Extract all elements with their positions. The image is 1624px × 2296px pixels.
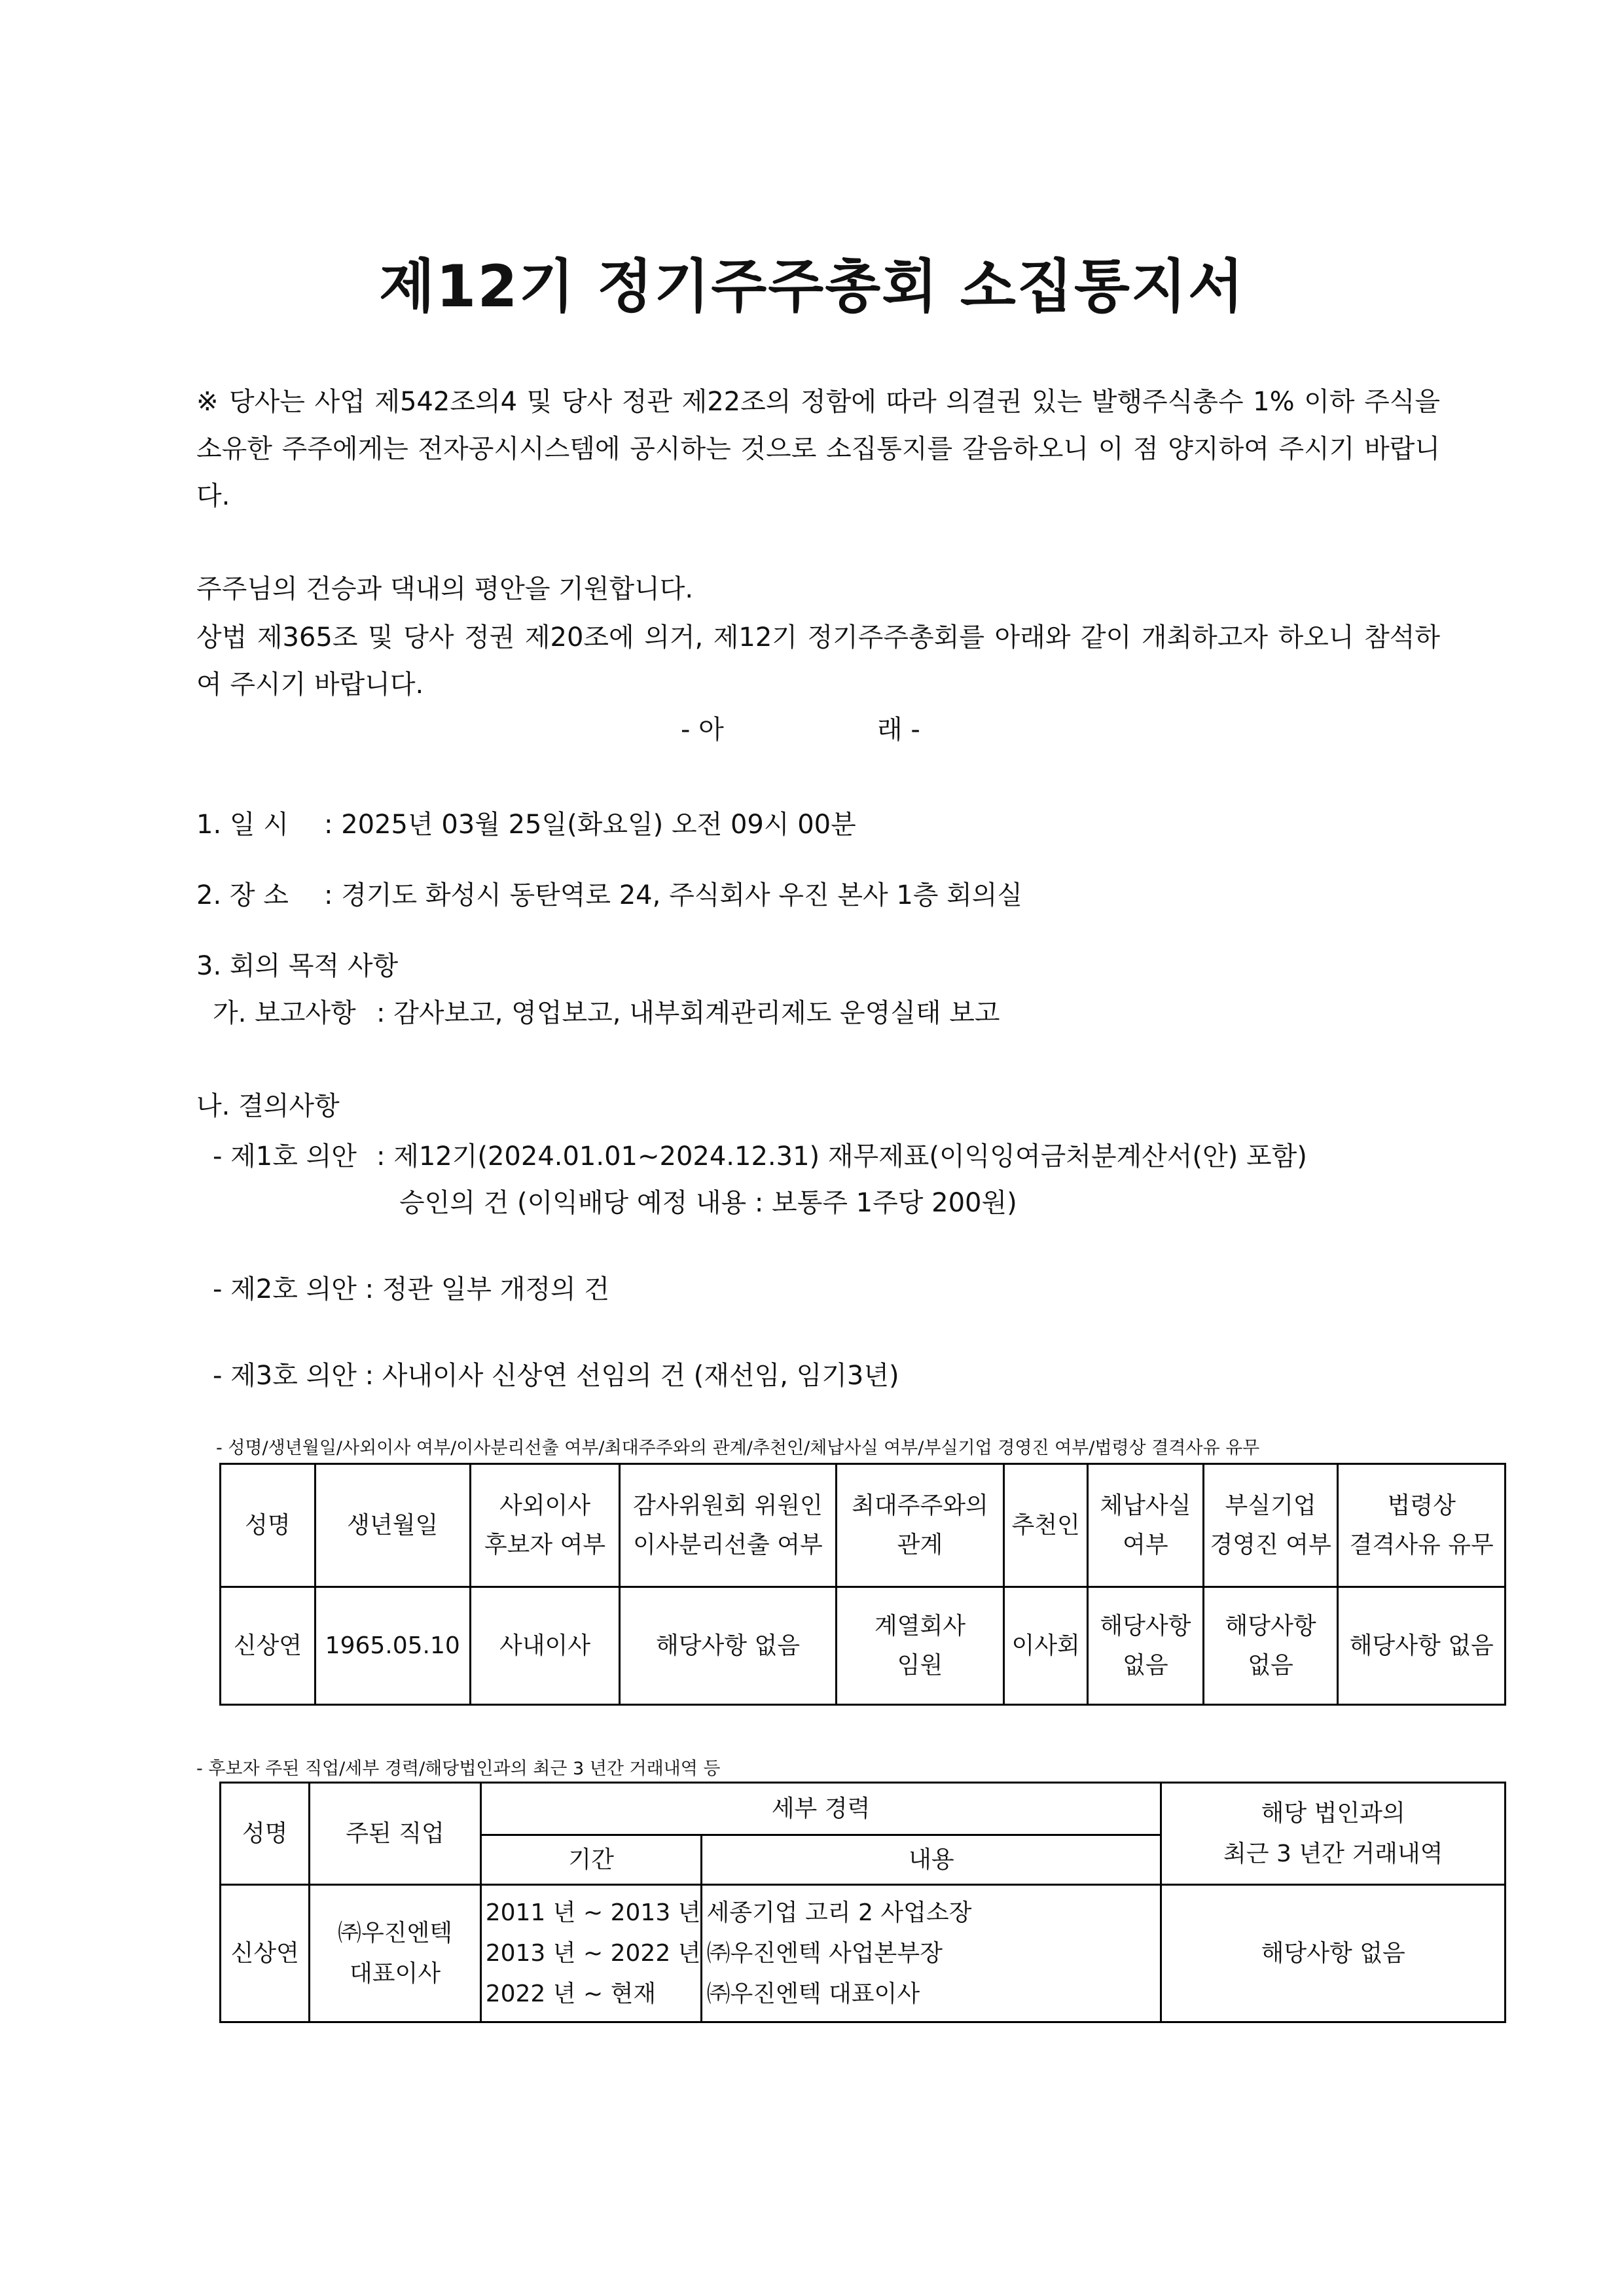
table2-header-row [221,1783,1506,1835]
greeting: 주주님의 건승과 댁내의 평안을 기원합니다. [196,574,694,604]
date-value: : 2025년 03월 25일(화요일) 오전 09시 00분 [324,810,856,840]
place-label: 2. 장 소 [196,880,289,910]
header-content: 내용 [702,1835,1161,1885]
table1-header-row [221,1464,1506,1587]
purpose-label: 3. 회의 목적 사항 [196,951,399,981]
header-birthdate: 생년월일 [315,1464,470,1587]
resolution-3: - 제3호 의안 : 사내이사 신상연 선임의 건 (재선임, 임기3년) [213,1361,899,1391]
cell-tax-delinquency: 해당사항 없음 [1088,1587,1204,1705]
candidate-table [219,1463,1506,1706]
header-audit-committee: 감사위원회 위원인 이사분리선출 여부 [620,1464,836,1587]
cell-outside-director: 사내이사 [470,1587,620,1705]
resolution-1-line2: 승인의 건 (이익배당 예정 내용 : 보통주 1주당 200원) [399,1188,1017,1218]
cell-disqualification: 해당사항 없음 [1338,1587,1506,1705]
cell-recommender: 이사회 [1004,1587,1088,1705]
cell-birthdate: 1965.05.10 [315,1587,470,1705]
resolutions-heading: 나. 결의사항 [196,1091,340,1121]
cell-major-shareholder: 계열회사 임원 [836,1587,1004,1705]
report-value: : 감사보고, 영업보고, 내부회계관리제도 운영실태 보고 [376,998,1000,1028]
header-name: 성명 [221,1464,316,1587]
header-name: 성명 [221,1783,310,1885]
header-job: 주된 직업 [310,1783,480,1885]
header-outside-director: 사외이사 후보자 여부 [470,1464,620,1587]
header-career: 세부 경력 [480,1783,1161,1835]
cell-insolvent-company: 해당사항 없음 [1203,1587,1338,1705]
cell-job: ㈜우진엔텍 대표이사 [310,1885,480,2022]
cell-periods: 2011 년 ~ 2013 년 2013 년 ~ 2022 년 2022 년 ~ 현재 [480,1885,702,2022]
page-title: 제12기 정기주주총회 소집통지서 [379,253,1245,320]
header-recommender: 추천인 [1004,1464,1088,1587]
table-row [221,1587,1506,1705]
resolution-1-line1: : 제12기(2024.01.01~2024.12.31) 재무제표(이익잉여금처분계산서(안) 포함) [376,1141,1307,1172]
header-period: 기간 [480,1835,702,1885]
place-value: : 경기도 화성시 동탄역로 24, 주식회사 우진 본사 1층 회의실 [324,880,1023,910]
report-label: 가. 보고사항 [213,998,356,1028]
header-trade: 해당 법인과의 최근 3 년간 거래내역 [1161,1783,1506,1885]
intro-paragraph: 상법 제365조 및 당사 정권 제20조에 의거, 제12기 정기주주총회를 아래와 같이 개최하고자 하오니 참석하여 주시기 바랍니다. [196,622,1440,700]
header-insolvent-company: 부실기업 경영진 여부 [1203,1464,1338,1587]
date-label: 1. 일 시 [196,810,289,840]
cell-name: 신상연 [221,1587,316,1705]
notice-paragraph: ※ 당사는 사업 제542조의4 및 당사 정관 제22조의 정함에 따라 의결권 있는 발행주식총수 1% 이하 주식을 소유한 주주에게는 전자공시시스템에 공시하는 것으로 소집통지를 갈음하오니 이 점 양지하여 주시기 바랍니다. [196,387,1440,511]
cell-trade: 해당사항 없음 [1161,1885,1506,2022]
resolution-2: - 제2호 의안 : 정관 일부 개정의 건 [213,1274,610,1304]
cell-contents: 세종기업 고리 2 사업소장 ㈜우진엔텍 사업본부장 ㈜우진엔텍 대표이사 [702,1885,1161,2022]
cell-audit-committee: 해당사항 없음 [620,1587,836,1705]
heading-left: - 아 [681,715,724,745]
resolution-1-label: - 제1호 의안 [213,1141,357,1172]
cell-name: 신상연 [221,1885,310,2022]
table-row [221,1885,1506,2022]
header-tax-delinquency: 체납사실 여부 [1088,1464,1204,1587]
career-table [219,1782,1506,2023]
header-disqualification: 법령상 결격사유 유무 [1338,1464,1506,1587]
heading-right: 래 - [877,715,920,745]
table1-caption: - 성명/생년월일/사외이사 여부/이사분리선출 여부/최대주주와의 관계/추천인/체납사실 여부/부실기업 경영진 여부/법령상 결격사유 유무 [216,1438,1260,1458]
table2-caption: - 후보자 주된 직업/세부 경력/해당법인과의 최근 3 년간 거래내역 등 [196,1759,721,1779]
header-major-shareholder: 최대주주와의 관계 [836,1464,1004,1587]
